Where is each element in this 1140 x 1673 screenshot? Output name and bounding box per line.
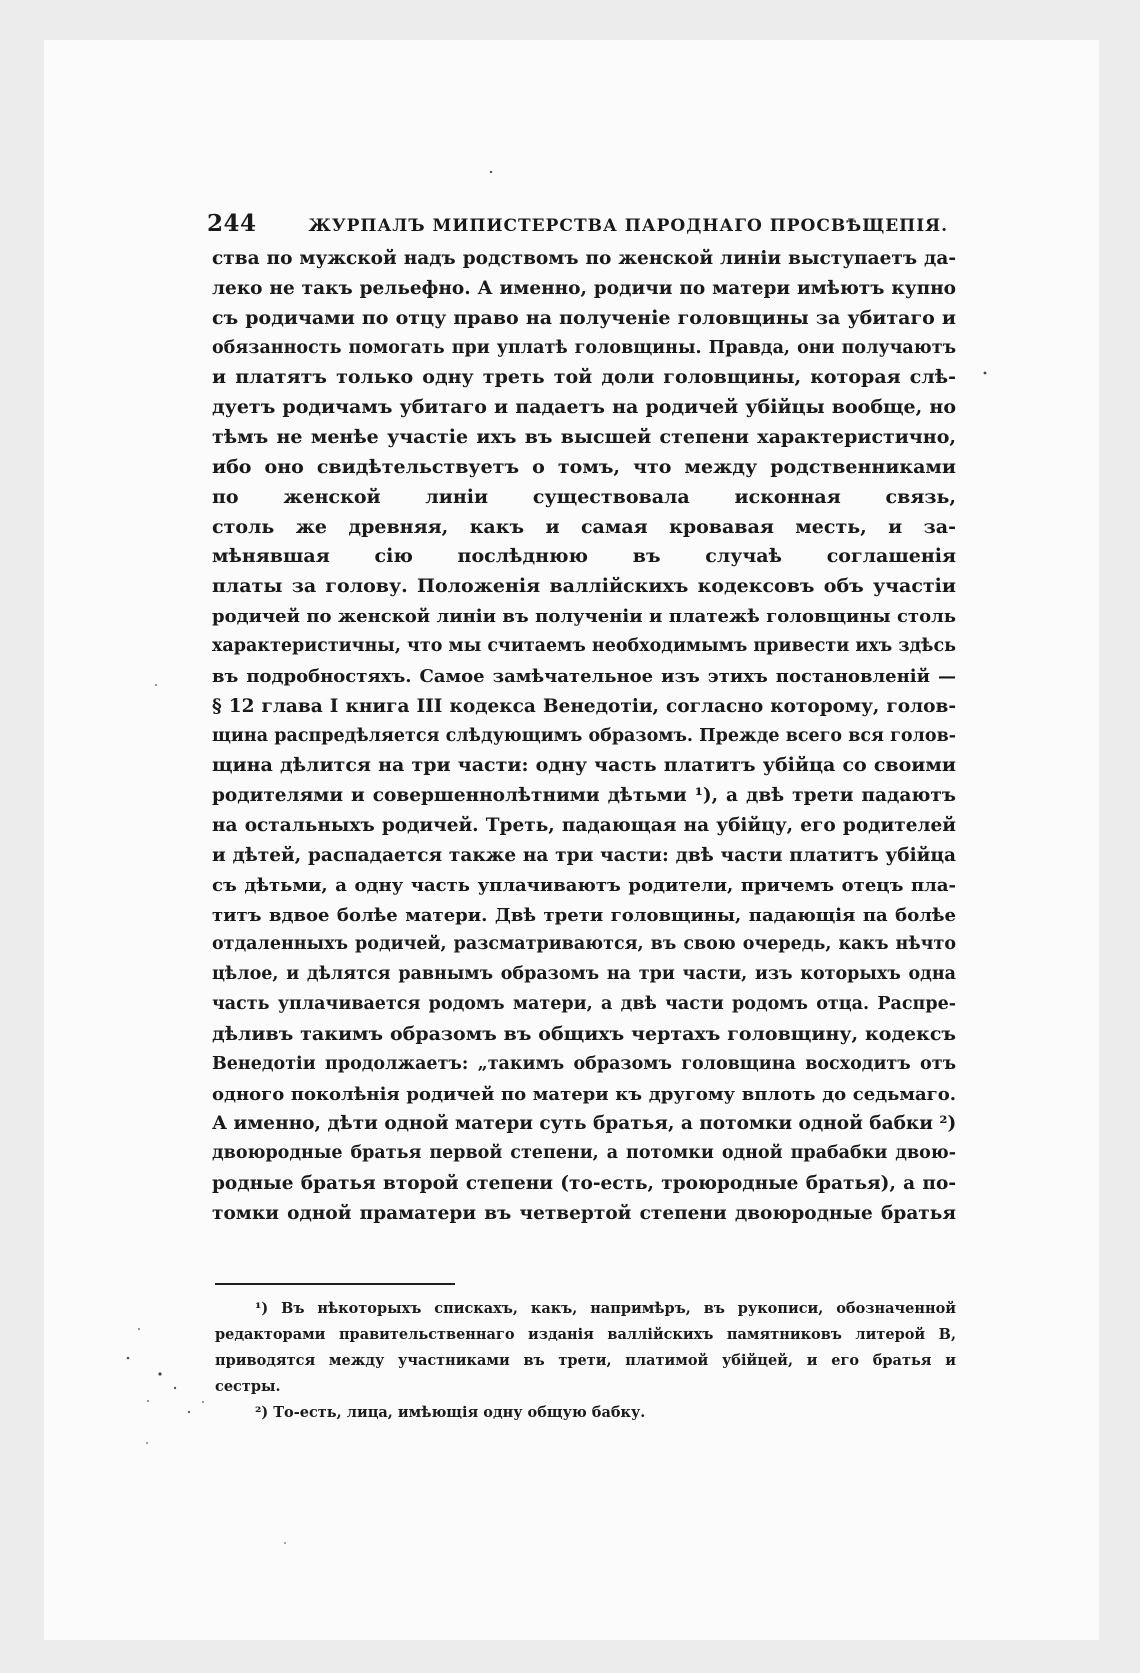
text-line: часть уплачивается родомъ матери, а двѣ части родомъ отца. Распре- [212,994,956,1015]
footnote-line: редакторами правительственнаго изданія валлійскихъ памятниковъ литерой В, [215,1326,956,1343]
text-line: ства по мужской надъ родствомъ по женской линіи выступаетъ да- [212,248,956,269]
text-line: въ подробностяхъ. Самое замѣчательное изъ этихъ постановленій — [212,665,956,687]
text-line: § 12 глава I книга III кодекса Венедотіи, согласно которому, голов- [212,695,956,717]
text-line: тѣмъ не менѣе участіе ихъ въ высшей степени характеристично, [212,426,956,449]
footnote-line: сестры. [215,1378,281,1395]
running-header [207,210,949,237]
text-line: и дѣтей, распадается также на три части: двѣ части платитъ убійца [212,844,956,866]
body-text [212,244,956,1229]
text-line: родичей по женской линіи въ полученіи и платежѣ головщины столь [212,606,956,628]
text-line: характеристичны, что мы считаемъ необходимымъ привести ихъ здѣсь [212,635,956,656]
text-line: съ дѣтьми, а одну часть уплачиваютъ родители, причемъ отецъ пла- [212,874,956,896]
text-line: родителями и совершеннолѣтними дѣтьми ¹), а двѣ трети падаютъ [212,785,956,807]
text-line-spaced: мѣнявшая сію послѣднюю въ случаѣ соглашенія [212,545,956,568]
text-line: двоюродные братья первой степени, а потомки одной прабабки двою- [212,1143,956,1164]
text-line: родные братья второй степени (то-есть, троюродные братья), а по- [212,1173,956,1195]
text-line: одного поколѣнія родичей по матери къ другому вплоть до седьмаго. [212,1083,956,1105]
text-line: съ родичами по отцу право на полученіе головщины за убитаго и [212,306,956,329]
text-line: отдаленныхъ родичей, разсматриваются, въ свою очередь, какъ нѣчто [212,934,956,955]
text-line: на остальныхъ родичей. Треть, падающая на убійцу, его родителей [212,815,956,837]
text-line: ибо оно свидѣтельствуетъ о томъ, что между родственниками [212,455,956,478]
text-line: титъ вдвое болѣе матери. Двѣ трети головщины, падающія па болѣе [212,904,956,926]
text-line: А именно, дѣти одной матери суть братья, а потомки одной бабки ²) [212,1113,956,1135]
text-line: дѣливъ такимъ образомъ въ общихъ чертахъ головщину, кодексъ [212,1022,956,1045]
running-title: ЖУРПАЛЪ МИПИСТЕРСТВА ПАРОДНАГО ПРОСВѢЩЕПІЯ. [308,216,949,236]
footnotes [215,1296,956,1426]
text-line: и платятъ только одну треть той доли головщины, которая слѣ- [212,366,956,389]
page-number: 244 [207,210,257,237]
text-line: томки одной праматери въ четвертой степени двоюродные братья [212,1203,956,1224]
text-line: леко не такъ рельефно. А именно, родичи по матери имѣютъ купно [212,277,956,299]
text-line: цѣлое, и дѣлятся равнымъ образомъ на три части, изъ которыхъ одна [212,964,956,985]
text-line: дуетъ родичамъ убитаго и падаетъ на родичей убійцы вообще, но [212,396,956,419]
footnote-divider [215,1283,455,1285]
footnote-line: ²) То-есть, лица, имѣющія одну общую бабку. [255,1404,646,1421]
text-line-spaced: по женской линіи существовала исконная связь, [212,485,956,508]
footnote-line: приводятся между участниками въ трети, платимой убійцей, и его братья и [215,1352,956,1369]
text-line: щина распредѣляется слѣдующимъ образомъ. Прежде всего вся голов- [212,725,956,746]
text-line: платы за голову. Положенія валлійскихъ кодексовъ объ участіи [212,575,956,598]
text-line: щина дѣлится на три части: одну часть платитъ убійца со своими [212,754,956,777]
footnote-line: ¹) Въ нѣкоторыхъ спискахъ, какъ, напримѣръ, въ рукописи, обозначенной [255,1300,956,1317]
text-line: Венедотіи продолжаетъ: „такимъ образомъ головщина восходитъ отъ [212,1053,956,1074]
text-line-spaced: столь же древняя, какъ и самая кровавая месть, и за- [212,515,956,538]
text-line: обязанность помогать при уплатѣ головщины. Правда, они получаютъ [212,337,956,358]
